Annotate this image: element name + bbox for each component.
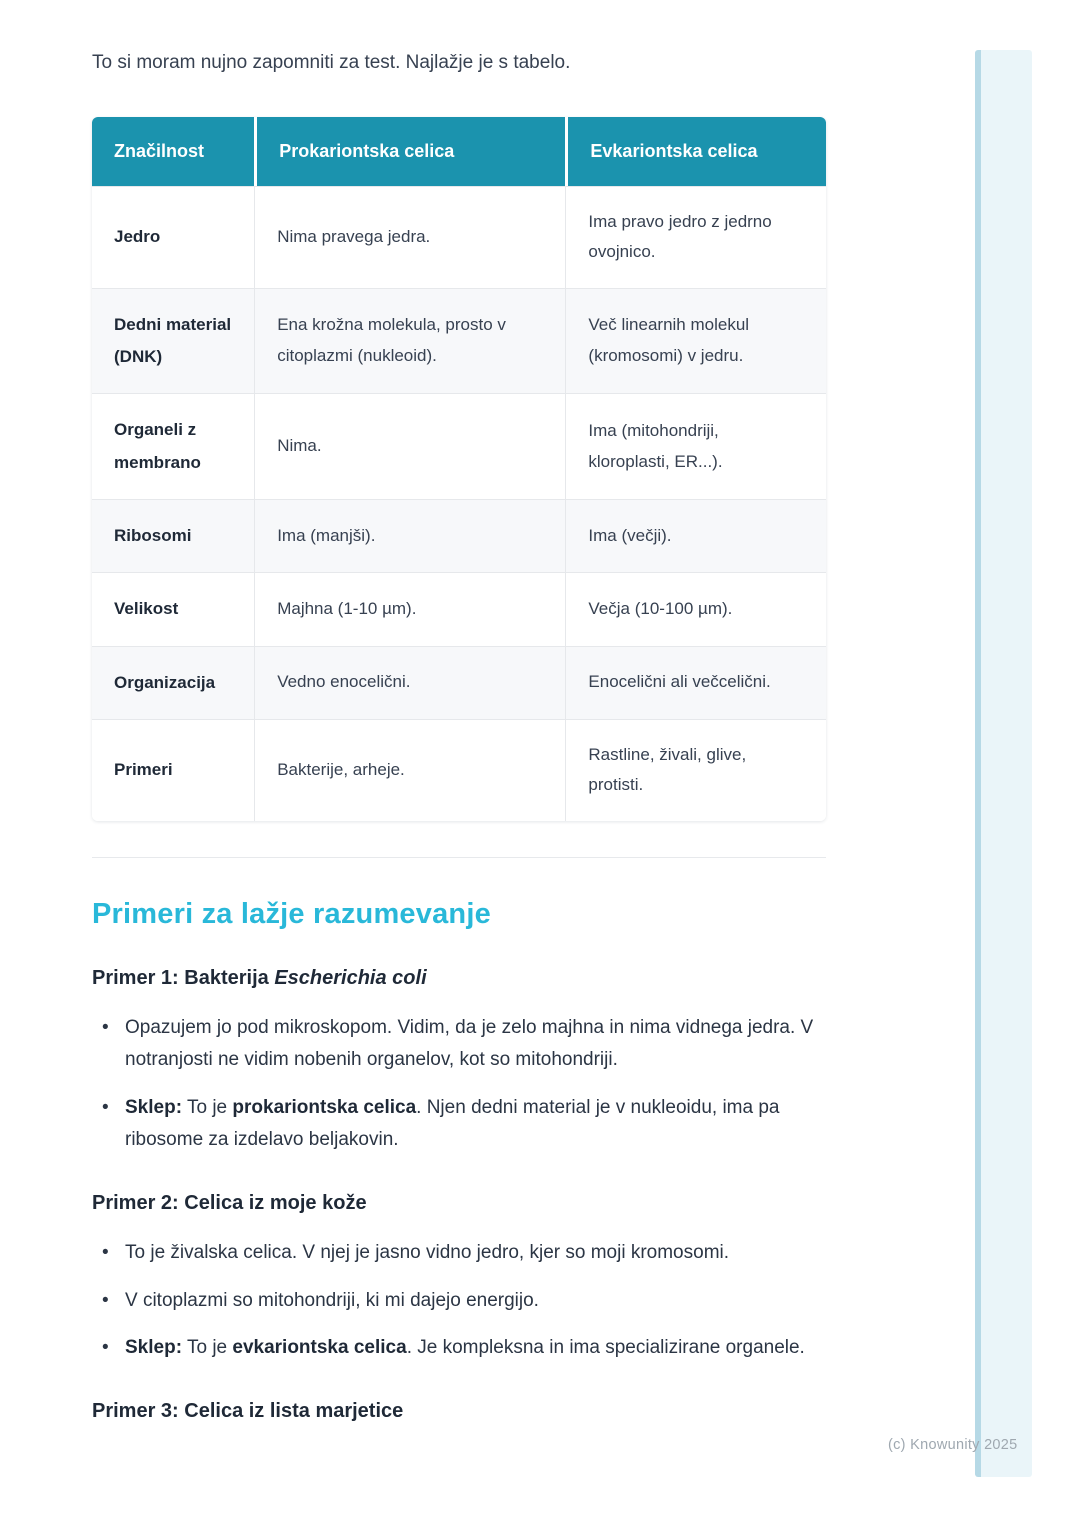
text-segment: To je bbox=[182, 1336, 233, 1358]
table-cell: Več linearnih molekul (kromosomi) v jedru. bbox=[565, 288, 826, 394]
table-cell: Majhna (1-10 µm). bbox=[254, 572, 565, 645]
example-1-bullets bbox=[92, 1012, 826, 1156]
example-1-species-name: Escherichia coli bbox=[274, 967, 427, 990]
table-cell-feature: Organizacija bbox=[92, 646, 254, 719]
intro-paragraph: To si moram nujno zapomniti za test. Najlažje je s tabelo. bbox=[92, 52, 571, 73]
table-row bbox=[92, 646, 826, 719]
example-1-title-prefix: Primer 1: Bakterija bbox=[92, 967, 275, 990]
table-cell: Ima pravo jedro z jedrno ovojnico. bbox=[565, 186, 826, 288]
table-cell: Ima (manjši). bbox=[254, 499, 565, 572]
table-cell: Ima (večji). bbox=[565, 499, 826, 572]
bold-term: prokariontska celica bbox=[232, 1096, 417, 1118]
bold-label: Sklep: bbox=[125, 1336, 183, 1358]
table-cell: Rastline, živali, glive, protisti. bbox=[565, 719, 826, 821]
table-cell: Večja (10-100 µm). bbox=[565, 572, 826, 645]
table-row bbox=[92, 719, 826, 821]
example-2-title: Primer 2: Celica iz moje kože bbox=[92, 1192, 367, 1215]
page-content bbox=[92, 50, 826, 1423]
table-row bbox=[92, 186, 826, 288]
table-row bbox=[92, 499, 826, 572]
table-cell-feature: Organeli z membrano bbox=[92, 393, 254, 499]
table-cell: Ena krožna molekula, prosto v citoplazmi (nukleoid). bbox=[254, 288, 565, 394]
list-item bbox=[92, 1332, 826, 1364]
list-item: • To je živalska celica. V njej je jasno vidno jedro, kjer so moji kromosomi. bbox=[92, 1237, 826, 1269]
table-cell: Ima (mitohondriji, kloroplasti, ER...). bbox=[565, 393, 826, 499]
table-cell-feature: Ribosomi bbox=[92, 499, 254, 572]
bold-term: evkariontska celica bbox=[232, 1336, 407, 1358]
example-2-bullets bbox=[92, 1237, 826, 1364]
table-cell-feature: Velikost bbox=[92, 572, 254, 645]
text-segment: . Njen dedni material je v nukleoidu, ima pa ribosome za izdelavo beljakovin. bbox=[125, 1096, 780, 1150]
list-item bbox=[92, 1092, 826, 1157]
section-divider bbox=[92, 857, 826, 858]
table-cell: Nima pravega jedra. bbox=[254, 186, 565, 288]
text-segment: . Je kompleksna in ima specializirane organele. bbox=[406, 1336, 805, 1358]
table-cell-feature: Jedro bbox=[92, 186, 254, 288]
table-header-cell: Evkariontska celica bbox=[565, 117, 826, 186]
table-header-row bbox=[92, 117, 826, 186]
table-row bbox=[92, 393, 826, 499]
example-1-title bbox=[92, 967, 826, 990]
table-cell: Enocelični ali večcelični. bbox=[565, 646, 826, 719]
list-item: • Opazujem jo pod mikroskopom. Vidim, da je zelo majhna in nima vidnega jedra. V notranjosti ne vidim nobenih organelov, kot so mitohondriji. bbox=[92, 1012, 826, 1077]
table-header-cell: Značilnost bbox=[92, 117, 254, 186]
table-cell-feature: Dedni material (DNK) bbox=[92, 288, 254, 394]
example-3-title: Primer 3: Celica iz lista marjetice bbox=[92, 1400, 404, 1423]
table-cell: Nima. bbox=[254, 393, 565, 499]
comparison-table bbox=[92, 117, 826, 821]
table-cell-feature: Primeri bbox=[92, 719, 254, 821]
text-segment: To je bbox=[182, 1096, 233, 1118]
table-cell: Bakterije, arheje. bbox=[254, 719, 565, 821]
page-edge-panel bbox=[975, 50, 1032, 1477]
table-header-cell: Prokariontska celica bbox=[254, 117, 565, 186]
table-cell: Vedno enocelični. bbox=[254, 646, 565, 719]
table-row bbox=[92, 288, 826, 394]
table-row bbox=[92, 572, 826, 645]
section-title: Primeri za lažje razumevanje bbox=[92, 898, 491, 931]
bold-label: Sklep: bbox=[125, 1096, 183, 1118]
watermark: (c) Knowunity 2025 bbox=[888, 1437, 1018, 1453]
list-item: • V citoplazmi so mitohondriji, ki mi dajejo energijo. bbox=[92, 1285, 826, 1317]
